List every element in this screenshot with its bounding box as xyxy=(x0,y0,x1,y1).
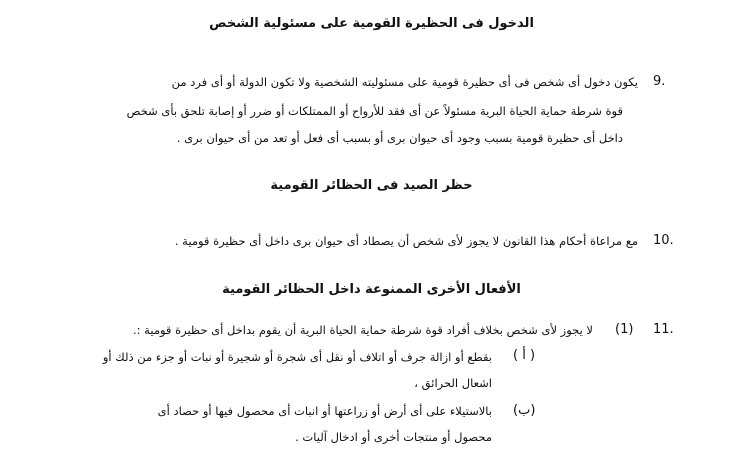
item-b-line-2: محصول أو منتجات أخرى أو ادخال آليات . xyxy=(295,430,492,444)
heading-entry-at-own-risk: الدخول فى الحظيرة القومية على مسئولية الشخص xyxy=(209,16,534,31)
section-9-line-1: يكون دخول أى شخص فى أى حظيرة قومية على مسئوليته الشخصية ولا تكون الدولة أو أى فرد من xyxy=(171,75,638,89)
item-b-marker: (ب) xyxy=(513,403,536,418)
section-10-line: مع مراعاة أحكام هذا القانون لا يجوز لأى شخص أن يصطاد أى حيوان برى داخل أى حظيرة قومية . xyxy=(174,234,638,248)
section-11-subsection-number: (1) xyxy=(615,322,634,337)
section-11-intro: لا يجوز لأى شخص بخلاف أفراد قوة شرطة حماية الحياة البرية أن يقوم بداخل أى حظيرة قومية :. xyxy=(133,323,593,337)
item-b-line-1: بالاستيلاء على أى أرض أو زراعتها أو انبات أى محصول فيها أو حصاد أى xyxy=(157,404,492,418)
section-10-number: 10. xyxy=(653,233,674,248)
section-9-number: 9. xyxy=(653,74,666,89)
section-11-number: 11. xyxy=(653,322,674,337)
item-a-line-1: بقطع أو ازالة جرف أو اتلاف أو نقل أى شجرة أو شجيرة أو نبات أو جزء من ذلك أو xyxy=(102,350,492,364)
item-a-line-2: اشعال الحرائق ، xyxy=(414,376,492,390)
section-9-line-3: داخل أى حظيرة قومية بسبب وجود أى حيوان برى أو بسبب أى فعل أو تعد من أى حيوان برى . xyxy=(176,131,623,145)
heading-hunting-prohibited: حظر الصيد فى الحظائر القومية xyxy=(270,178,473,193)
heading-other-prohibited-acts: الأفعال الأخرى الممنوعة داخل الحظائر القومية xyxy=(222,282,521,297)
item-a-marker: ( أ ) xyxy=(513,348,536,363)
section-9-line-2: قوة شرطة حماية الحياة البرية مسئولاً عن أى فقد للأرواح أو الممتلكات أو ضرر أو إصابة تلحق بأى شخص xyxy=(126,104,623,118)
